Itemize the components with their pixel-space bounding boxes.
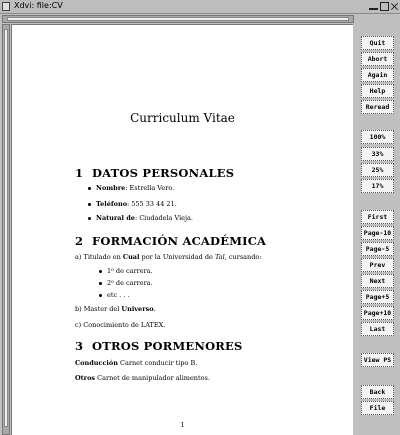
- title-bar: [0, 0, 400, 14]
- latex-logo: LATEX: [140, 321, 164, 329]
- text: o: [111, 268, 114, 273]
- sub-list-item: [107, 291, 130, 299]
- otros-conduccion: [75, 359, 197, 367]
- page-minus-10-button[interactable]: Page-10: [361, 226, 394, 240]
- list-item: [96, 214, 193, 222]
- section-heading-3: [75, 339, 243, 353]
- help-button[interactable]: Help: [361, 84, 394, 98]
- text: Universo: [121, 305, 154, 313]
- text: Cual: [122, 253, 140, 261]
- zoom-25-button[interactable]: 25%: [361, 163, 394, 177]
- zoom-17-button[interactable]: 17%: [361, 179, 394, 193]
- section-number: 1: [75, 166, 84, 180]
- field-value: Carnet conducir tipo B.: [117, 359, 198, 367]
- text: c) Conocimiento de: [75, 321, 141, 329]
- field-value: : 555 33 44 21.: [127, 200, 177, 208]
- page-plus-5-button[interactable]: Page+5: [361, 290, 394, 304]
- first-page-button[interactable]: First: [361, 210, 394, 224]
- vertical-scroll-thumb[interactable]: [4, 29, 8, 427]
- field-label: Nombre: [96, 184, 126, 192]
- list-item: [96, 200, 177, 208]
- window-menu-icon[interactable]: [2, 2, 10, 11]
- list-item: [96, 184, 174, 192]
- page-plus-10-button[interactable]: Page+10: [361, 306, 394, 320]
- zoom-100-button[interactable]: 100%: [361, 130, 394, 144]
- text: , cursando:: [224, 253, 262, 261]
- document-title: Curriculum Vitae: [130, 111, 235, 125]
- horizontal-scrollbar[interactable]: [2, 15, 354, 23]
- zoom-33-button[interactable]: 33%: [361, 147, 394, 161]
- text: 2: [107, 279, 112, 287]
- next-page-button[interactable]: Next: [361, 274, 394, 288]
- page-number: 1: [180, 421, 185, 429]
- maximize-icon[interactable]: [380, 2, 389, 11]
- section-title: DATOS PERSONALES: [92, 166, 235, 180]
- dvi-page: [11, 24, 353, 435]
- reread-button[interactable]: Reread: [361, 100, 394, 114]
- text: .: [153, 305, 156, 313]
- abort-button[interactable]: Abort: [361, 52, 394, 66]
- view-ps-button[interactable]: View PS: [361, 353, 394, 367]
- field-label: Otros: [75, 374, 96, 382]
- section-number: 2: [75, 234, 84, 248]
- file-button[interactable]: File: [361, 401, 394, 415]
- quit-button[interactable]: Quit: [361, 36, 394, 50]
- back-button[interactable]: Back: [361, 385, 394, 399]
- formacion-item-a: [75, 253, 261, 261]
- section-title: FORMACIÓN ACADÉMICA: [92, 234, 267, 248]
- section-title: OTROS PORMENORES: [92, 339, 243, 353]
- formacion-item-b: [75, 305, 156, 313]
- formacion-item-c: [75, 321, 165, 329]
- text: a) Titulado en: [75, 253, 123, 261]
- text: Tal: [214, 253, 225, 261]
- text: de carrera.: [113, 279, 153, 287]
- text: 1: [107, 267, 112, 275]
- field-value: : Ciudadela Vieja.: [134, 214, 193, 222]
- section-heading-2: [75, 234, 266, 248]
- text: b) Master del: [75, 305, 122, 313]
- field-value: : Estrella Vero.: [125, 184, 175, 192]
- sub-list-item: [107, 279, 153, 287]
- text: .: [163, 321, 166, 329]
- prev-page-button[interactable]: Prev: [361, 258, 394, 272]
- page-minus-5-button[interactable]: Page-5: [361, 242, 394, 256]
- section-number: 3: [75, 339, 84, 353]
- vertical-scrollbar[interactable]: [2, 24, 10, 435]
- field-label: Teléfono: [96, 200, 128, 208]
- section-heading-1: [75, 166, 234, 180]
- text: de carrera.: [113, 267, 153, 275]
- field-label: Conducción: [75, 359, 118, 367]
- window-title: Xdvi: file:CV: [14, 1, 63, 10]
- horizontal-scroll-thumb[interactable]: [7, 17, 349, 21]
- field-value: Carnet de manipulador alimentos.: [95, 374, 210, 382]
- field-label: Natural de: [96, 214, 135, 222]
- close-icon[interactable]: [390, 2, 399, 11]
- last-page-button[interactable]: Last: [361, 322, 394, 336]
- sub-list-item: [107, 267, 153, 275]
- otros-otros: [75, 374, 210, 382]
- again-button[interactable]: Again: [361, 68, 394, 82]
- minimize-icon[interactable]: [369, 2, 378, 10]
- text: etc . . .: [107, 291, 130, 299]
- text: por la Universidad de: [139, 253, 215, 261]
- text: o: [111, 280, 114, 285]
